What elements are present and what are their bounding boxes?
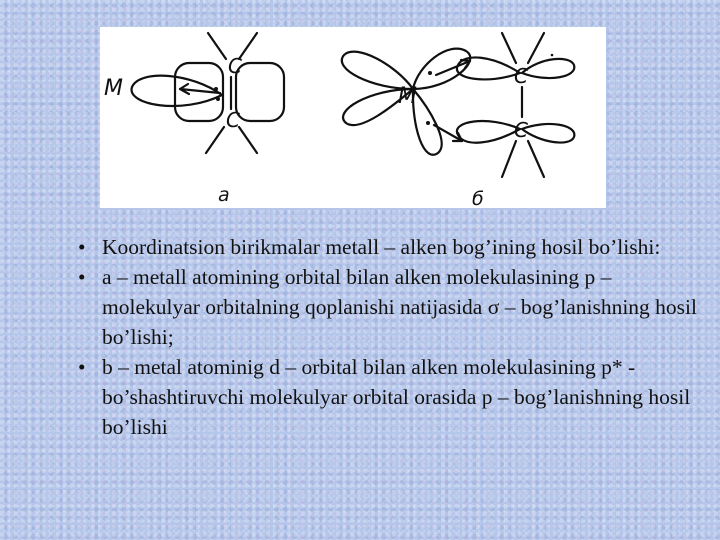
bullet-marker: • — [78, 355, 86, 379]
bullet-item-1 — [78, 232, 698, 262]
panel-b — [342, 33, 575, 177]
bullet-text: a – metall atomining orbital bilan alken molekulasining p – molekulyar orbitalning qoplanishi natijasida σ – bog’lanishning hosil bo’lishi; — [102, 265, 697, 349]
bullet-text: b – metal atominig d – orbital bilan alken molekulasining p* - bo’shashtiruvchi molekulyar orbital orasida p – bog’lanishning hosil bo’lishi — [102, 355, 691, 439]
caption-panel-a: a — [218, 184, 230, 206]
bullet-item-3 — [78, 352, 698, 442]
orbital-diagram-svg — [100, 27, 606, 208]
bullet-marker: • — [78, 235, 86, 259]
d-lobe-upper-right — [413, 49, 470, 89]
label-metal-b: M — [398, 84, 417, 109]
caption-panel-b: б — [472, 188, 484, 208]
bullet-text: Koordinatsion birikmalar metall – alken bog’ining hosil bo’lishi: — [102, 235, 661, 259]
label-metal-a: M — [104, 76, 123, 101]
orbital-diagram — [100, 27, 606, 208]
bullet-marker: • — [78, 265, 86, 289]
label-carbon-b-top: C — [514, 64, 528, 88]
pistar-lobe-lower — [457, 121, 520, 143]
pi-orbital-right — [236, 63, 284, 121]
label-carbon-a-top: C — [228, 54, 242, 78]
panel-a — [132, 33, 284, 153]
label-carbon-a-bottom: C — [226, 108, 240, 132]
bullet-item-2 — [78, 262, 698, 352]
bullet-list — [78, 232, 698, 442]
label-carbon-b-bottom: C — [514, 118, 528, 142]
